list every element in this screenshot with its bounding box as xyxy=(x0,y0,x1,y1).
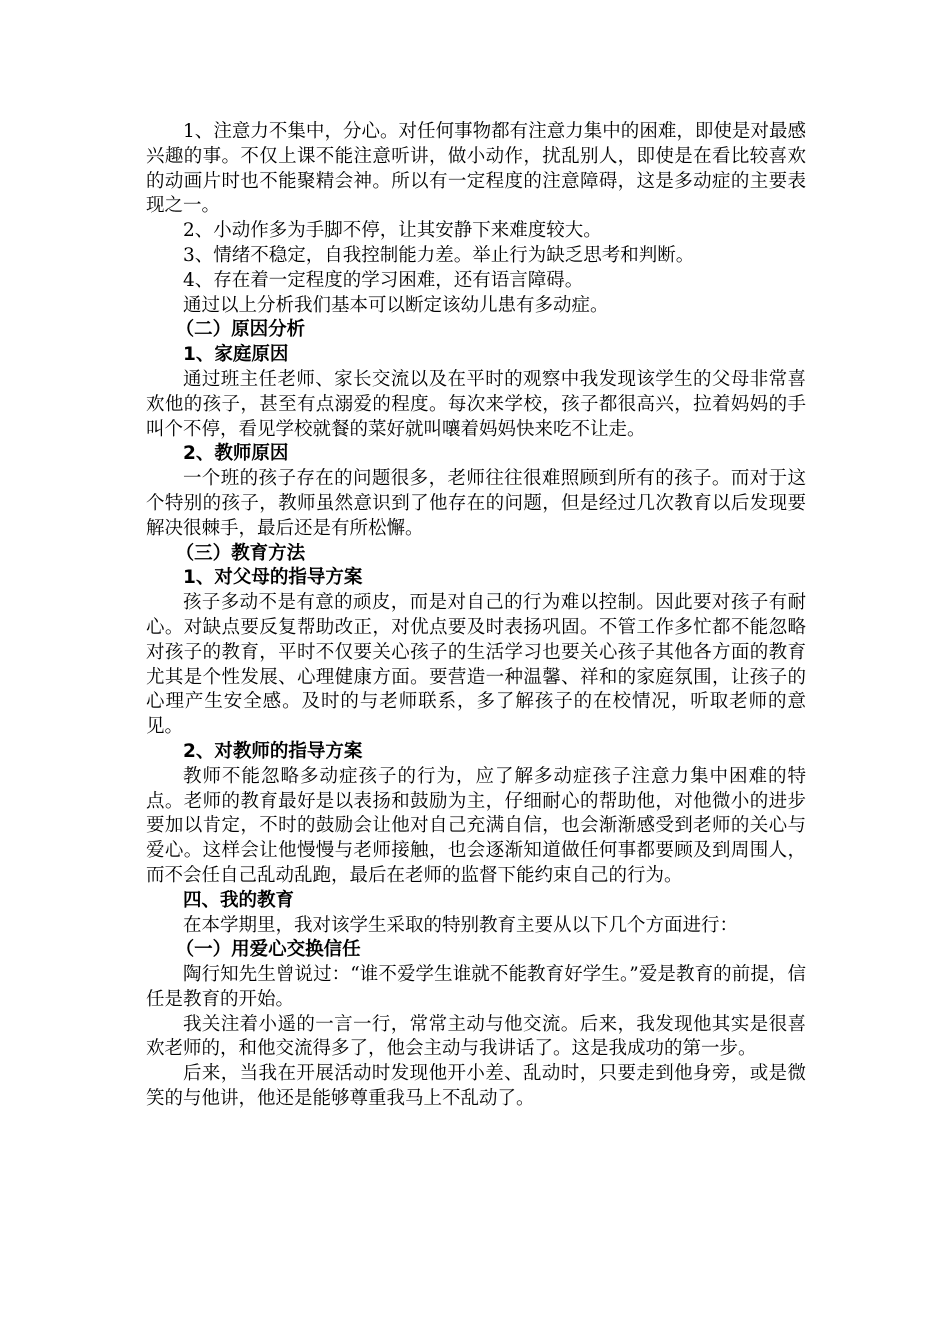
paragraph-quote: 陶行知先生曾说过：“谁不爱学生谁就不能教育好学生。”爱是教育的前提，信任是教育的开始。 xyxy=(146,964,806,1010)
paragraph-teacher-guidance: 教师不能忽略多动症孩子的行为，应了解多动症孩子注意力集中困难的特点。老师的教育最好是以表扬和鼓励为主，仔细耐心的帮助他，对他微小的进步要加以肯定，不时的鼓励会让他对自己充满自信，也会渐渐感受到老师的关心与爱心。这样会让他慢慢与老师接触，也会逐渐知道做任何事都要顾及到周围人，而不会任自己乱动乱跑，最后在老师的监督下能约束自己的行为。 xyxy=(146,765,806,886)
paragraph-symptom-3: 3、情绪不稳定，自我控制能力差。举止行为缺乏思考和判断。 xyxy=(183,244,695,266)
heading-my-education: 四、我的教育 xyxy=(183,889,295,911)
paragraph-symptom-4: 4、存在着一定程度的学习困难，还有语言障碍。 xyxy=(183,269,584,291)
heading-teacher-cause: 2、教师原因 xyxy=(183,443,289,465)
heading-education-methods: （三）教育方法 xyxy=(175,542,306,564)
paragraph-parent-guidance: 孩子多动不是有意的顽皮，而是对自己的行为难以控制。因此要对孩子有耐心。对缺点要反复帮助改正，对优点要及时表扬巩固。不管工作多忙都不能忽略对孩子的教育，平时不仅要关心孩子的生活学习也要关心孩子其他各方面的教育尤其是个性发展、心理健康方面。要营造一种温馨、祥和的家庭氛围，让孩子的心理产生安全感。及时的与老师联系，多了解孩子的在校情况，听取老师的意见。 xyxy=(146,592,806,738)
paragraph-first-step: 我关注着小遥的一言一行，常常主动与他交流。后来，我发现他其实是很喜欢老师的，和他交流得多了，他会主动与我讲话了。这是我成功的第一步。 xyxy=(146,1013,806,1060)
paragraph-later: 后来，当我在开展活动时发现他开小差、乱动时，只要走到他身旁，或是微笑的与他讲，他还是能够尊重我马上不乱动了。 xyxy=(146,1063,806,1110)
paragraph-family-cause: 通过班主任老师、家长交流以及在平时的观察中我发现该学生的父母非常喜欢他的孩子，甚至有点溺爱的程度。每次来学校，孩子都很高兴，拉着妈妈的手叫个不停，看见学校就餐的菜好就叫嚷着妈妈快来吃不让走。 xyxy=(146,368,806,440)
heading-parent-guidance: 1、对父母的指导方案 xyxy=(183,567,363,589)
paragraph-symptom-2: 2、小动作多为手脚不停，让其安静下来难度较大。 xyxy=(183,220,602,242)
heading-family-cause: 1、家庭原因 xyxy=(183,344,289,366)
document-body xyxy=(146,120,806,1112)
heading-cause-analysis: （二）原因分析 xyxy=(175,319,306,341)
paragraph-teacher-cause: 一个班的孩子存在的问题很多，老师往往很难照顾到所有的孩子。而对于这个特别的孩子，教师虽然意识到了他存在的问题，但是经过几次教育以后发现要解决很棘手，最后还是有所松懈。 xyxy=(146,468,806,539)
paragraph-my-education-intro: 在本学期里，我对该学生采取的特别教育主要从以下几个方面进行： xyxy=(183,914,739,936)
paragraph-symptom-1: 1、注意力不集中，分心。对任何事物都有注意力集中的困难，即使是对最感兴趣的事。不仅上课不能注意听讲，做小动作，扰乱别人，即使是在看比较喜欢的动画片时也不能聚精会神。所以有一定程度的注意障碍，这是多动症的主要表现之一。 xyxy=(146,121,806,217)
heading-teacher-guidance: 2、对教师的指导方案 xyxy=(183,740,363,762)
paragraph-conclusion: 通过以上分析我们基本可以断定该幼儿患有多动症。 xyxy=(183,294,609,316)
heading-love-for-trust: （一）用爱心交换信任 xyxy=(175,939,361,961)
